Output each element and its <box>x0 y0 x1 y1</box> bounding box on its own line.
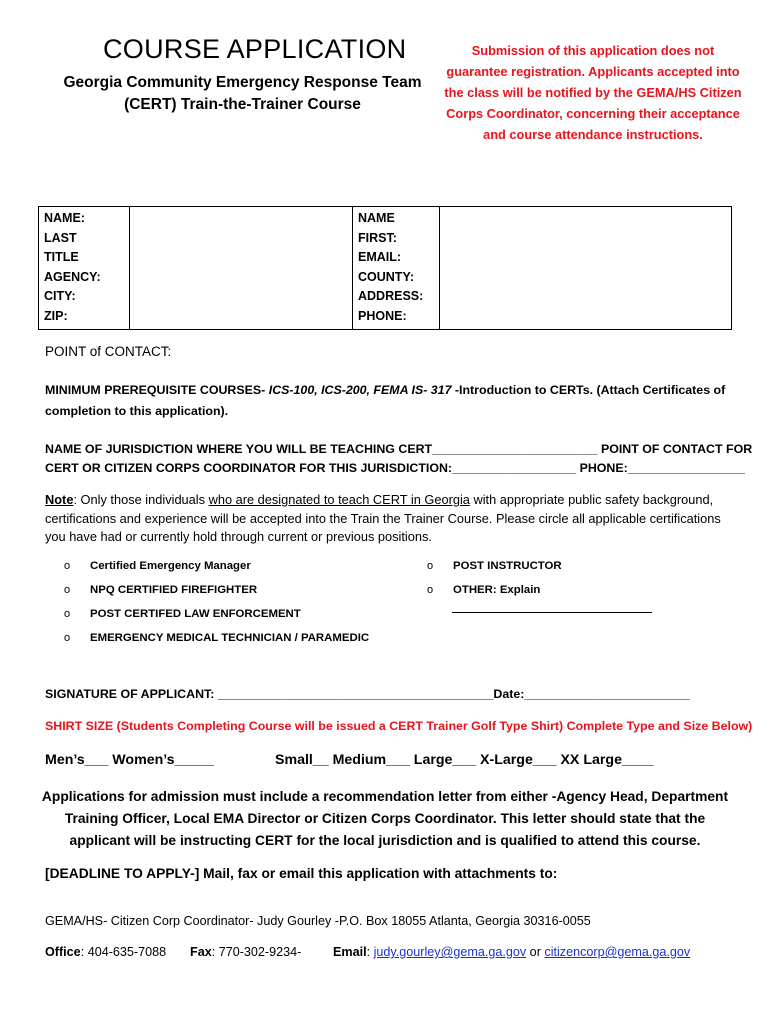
prereq-tail: -Introduction to CERTs. (Attach Certificates of completion to this application). <box>45 383 726 418</box>
jurisdiction-line-1 <box>45 440 753 459</box>
cert-label: POST CERTIFED LAW ENFORCEMENT <box>90 608 301 620</box>
label-email: EMAIL: <box>358 250 402 265</box>
registration-disclaimer: Submission of this application does not guarantee registration. Applicants accepted into the class will be notified by the GEMA/HS Citizen Corps Coordinator, concerning their acceptance and course attendance instructions. <box>444 43 742 142</box>
coordinator-phone-field[interactable]: PHONE:_________________ <box>579 461 745 475</box>
bullet-icon: o <box>427 560 434 572</box>
email-link-citizencorp[interactable]: citizencorp@gema.ga.gov <box>544 945 691 959</box>
email-label: Email <box>333 945 367 959</box>
deadline-instructions: [DEADLINE TO APPLY-] Mail, fax or email this application with attachments to: <box>45 866 558 881</box>
right-entry-field[interactable] <box>440 207 732 330</box>
bullet-icon: o <box>64 608 71 620</box>
cert-option-emt-paramedic[interactable] <box>64 632 369 644</box>
cert-label: POST INSTRUCTOR <box>453 560 562 572</box>
email-or: or <box>526 945 545 959</box>
cert-option-firefighter[interactable] <box>64 584 257 596</box>
jurisdiction-name-field[interactable]: NAME OF JURISDICTION WHERE YOU WILL BE TEACHING CERT________________________ <box>45 442 598 456</box>
point-of-contact-label: POINT of CONTACT: <box>45 344 172 359</box>
office-value: : 404-635-7088 <box>80 945 167 959</box>
email-link-judy[interactable]: judy.gourley@gema.ga.gov <box>373 945 527 959</box>
subtitle-line-2: (CERT) Train-the-Trainer Course <box>124 96 361 113</box>
page-title: COURSE APPLICATION <box>103 34 407 64</box>
fax-value: : 770-302-9234- <box>211 945 302 959</box>
applicant-info-table <box>38 206 732 330</box>
date-field[interactable]: Date:________________________ <box>493 687 690 701</box>
bullet-icon: o <box>64 632 71 644</box>
office-label: Office <box>45 945 81 959</box>
other-explain-field[interactable] <box>452 612 652 613</box>
left-labels-cell <box>39 207 130 330</box>
admission-requirements: Applications for admission must include a recommendation letter from either -Agency Head, Department Training Officer, Local EMA Director or Citizen Corps Coordinator. This letter should state that the applicant will be instructing CERT for the local jurisdiction and is qualified to attend this course. <box>41 789 729 848</box>
label-address: ADDRESS: <box>358 289 424 304</box>
cert-label: NPQ CERTIFIED FIREFIGHTER <box>90 584 258 596</box>
cert-option-emergency-manager[interactable] <box>64 560 251 572</box>
bullet-icon: o <box>64 584 71 596</box>
cert-option-post-instructor[interactable] <box>427 560 562 572</box>
right-labels-cell <box>353 207 440 330</box>
cert-label: OTHER: Explain <box>453 584 541 596</box>
left-entry-field[interactable] <box>130 207 353 330</box>
cert-option-other[interactable] <box>427 584 540 596</box>
signature-section <box>45 687 690 701</box>
subtitle-line-1: Georgia Community Emergency Response Team <box>63 74 422 91</box>
prereq-course-list: ICS-100, ICS-200, FEMA IS- 317 <box>268 383 452 397</box>
label-zip: ZIP: <box>44 308 68 323</box>
shirt-size-notice: SHIRT SIZE (Students Completing Course will be issued a CERT Trainer Golf Type Shirt) Complete Type and Size Below) <box>45 719 753 733</box>
label-title: TITLE <box>44 250 79 265</box>
prereq-lead: MINIMUM PREREQUISITE COURSES- <box>45 383 266 397</box>
eligibility-note <box>45 491 735 547</box>
label-name-right: NAME <box>358 211 395 225</box>
cert-label: Certified Emergency Manager <box>90 560 251 572</box>
note-text-b: with appropriate public safety background, certifications and experience will be accepted into the Train the Trainer Course. Please circle all applicable certifications you have had or currently hold through current or previous positions. <box>45 492 721 544</box>
email-contacts <box>333 945 690 959</box>
bullet-icon: o <box>427 584 434 596</box>
office-phone <box>45 945 166 959</box>
label-city: CITY: <box>44 289 76 304</box>
coordinator-field[interactable]: CERT OR CITIZEN CORPS COORDINATOR FOR THIS JURISDICTION:__________________ <box>45 461 577 475</box>
jurisdiction-line-2 <box>45 459 745 478</box>
jurisdiction-section <box>45 440 753 478</box>
shirt-type-field[interactable]: Men’s___ Women’s_____ <box>45 752 215 768</box>
note-underlined: who are designated to teach CERT in Georgia <box>208 492 470 507</box>
email-separator: : <box>366 945 374 959</box>
note-text-a: : Only those individuals <box>73 492 209 507</box>
note-label: Note <box>45 492 74 507</box>
mailing-address: GEMA/HS- Citizen Corp Coordinator- Judy Gourley -P.O. Box 18055 Atlanta, Georgia 30316-0055 <box>45 914 591 928</box>
label-first: FIRST: <box>358 230 397 245</box>
bullet-icon: o <box>64 560 71 572</box>
label-agency: AGENCY: <box>44 269 101 284</box>
fax-number <box>190 945 301 959</box>
prerequisite-courses <box>45 380 735 422</box>
signature-field[interactable]: SIGNATURE OF APPLICANT: ________________________________________ <box>45 687 494 701</box>
cert-label: EMERGENCY MEDICAL TECHNICIAN / PARAMEDIC <box>90 632 370 644</box>
label-county: COUNTY: <box>358 269 415 284</box>
poc-for-label: POINT OF CONTACT FOR <box>600 442 753 456</box>
cert-option-law-enforcement[interactable] <box>64 608 301 620</box>
label-last: LAST <box>44 230 77 245</box>
label-phone: PHONE: <box>358 308 407 323</box>
label-name: NAME: <box>44 211 85 225</box>
course-subtitle <box>60 72 425 116</box>
fax-label: Fax <box>190 945 212 959</box>
shirt-size-field[interactable]: Small__ Medium___ Large___ X-Large___ XX Large____ <box>275 752 654 768</box>
